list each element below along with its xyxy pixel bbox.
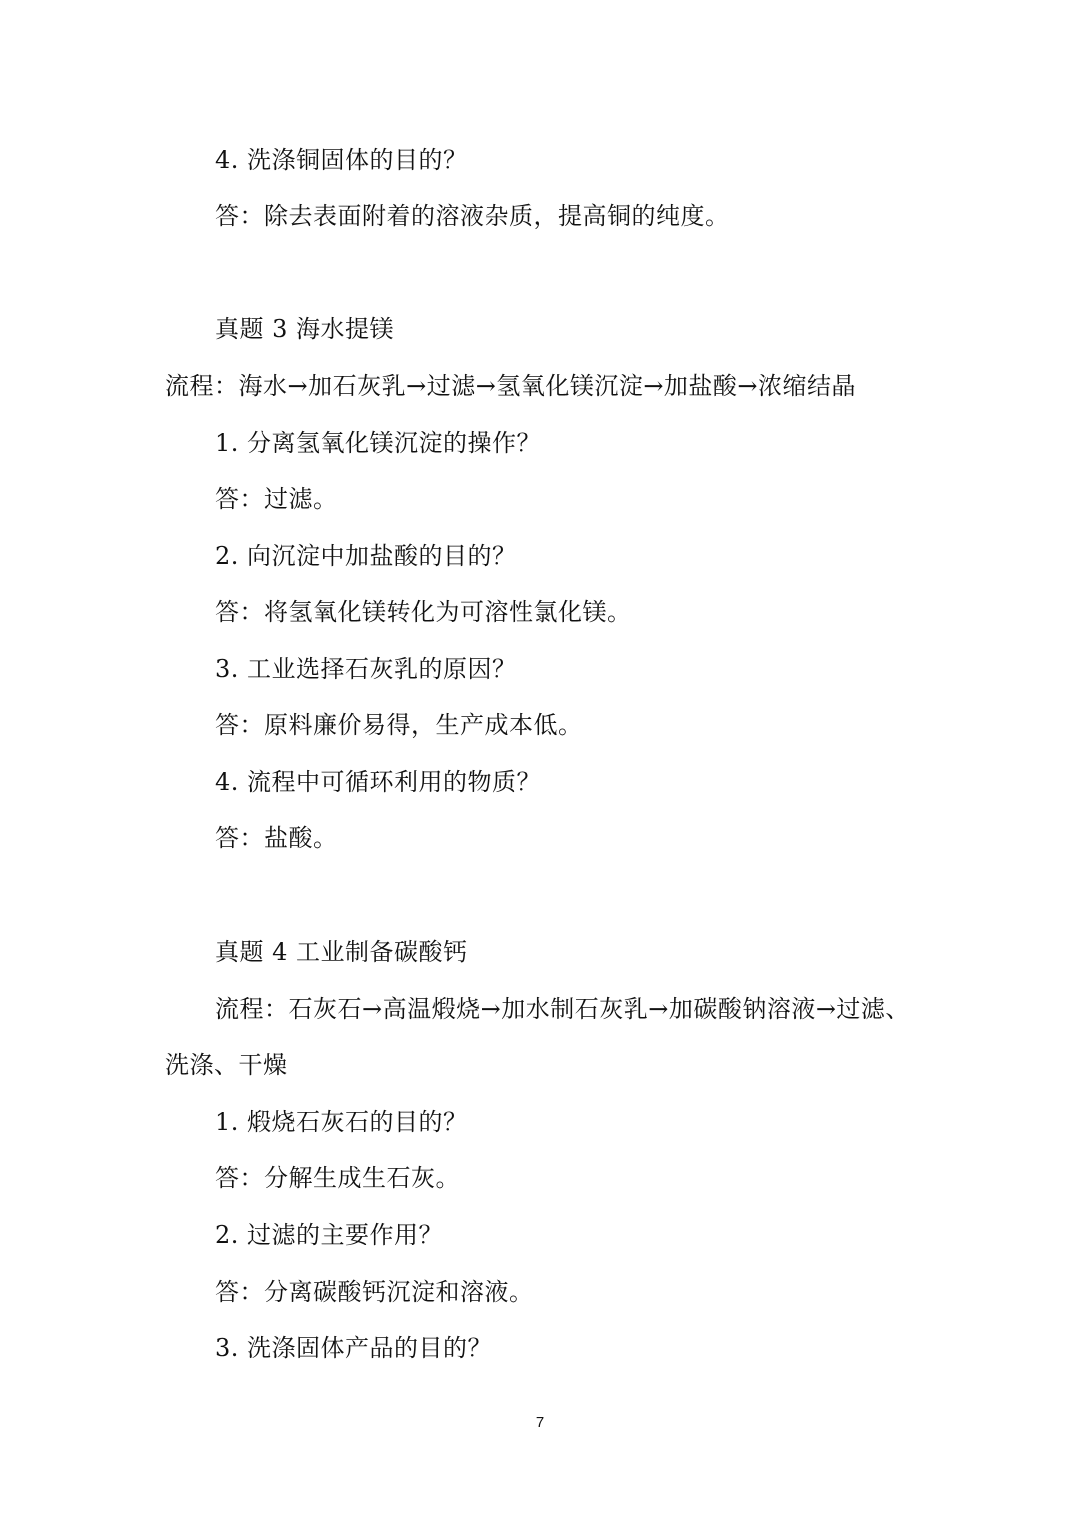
section3-title: 真题 3 海水提镁 <box>215 315 395 343</box>
page-number: 7 <box>535 1414 545 1431</box>
section3-question-1: 1. 分离氢氧化镁沉淀的操作？ <box>215 429 542 457</box>
section4-title: 真题 4 工业制备碳酸钙 <box>215 938 468 966</box>
section4-answer-2: 答：分离碳酸钙沉淀和溶液。 <box>215 1278 534 1306</box>
section3-answer-4: 答：盐酸。 <box>215 824 338 852</box>
section4-question-3: 3. 洗涤固体产品的目的？ <box>215 1334 493 1362</box>
section3-question-2: 2. 向沉淀中加盐酸的目的？ <box>215 542 517 570</box>
section3-question-4: 4. 流程中可循环利用的物质？ <box>215 768 542 796</box>
section4-question-1: 1. 煅烧石灰石的目的？ <box>215 1108 468 1136</box>
section3-answer-3: 答：原料廉价易得，生产成本低。 <box>215 711 583 739</box>
section4-flow-line1: 流程：石灰石→高温煅烧→加水制石灰乳→加碳酸钠溶液→过滤、 <box>215 995 910 1023</box>
section4-question-2: 2. 过滤的主要作用？ <box>215 1221 444 1249</box>
section4-answer-1: 答：分解生成生石灰。 <box>215 1164 460 1192</box>
question-prev-4: 4. 洗涤铜固体的目的？ <box>215 146 468 174</box>
answer-prev-4: 答：除去表面附着的溶液杂质，提高铜的纯度。 <box>215 202 730 230</box>
section4-flow-line2: 洗涤、干燥 <box>165 1051 288 1079</box>
section3-answer-2: 答：将氢氧化镁转化为可溶性氯化镁。 <box>215 598 632 626</box>
section3-question-3: 3. 工业选择石灰乳的原因？ <box>215 655 517 683</box>
section3-answer-1: 答：过滤。 <box>215 485 338 513</box>
section3-flow: 流程：海水→加石灰乳→过滤→氢氧化镁沉淀→加盐酸→浓缩结晶 <box>165 372 857 400</box>
